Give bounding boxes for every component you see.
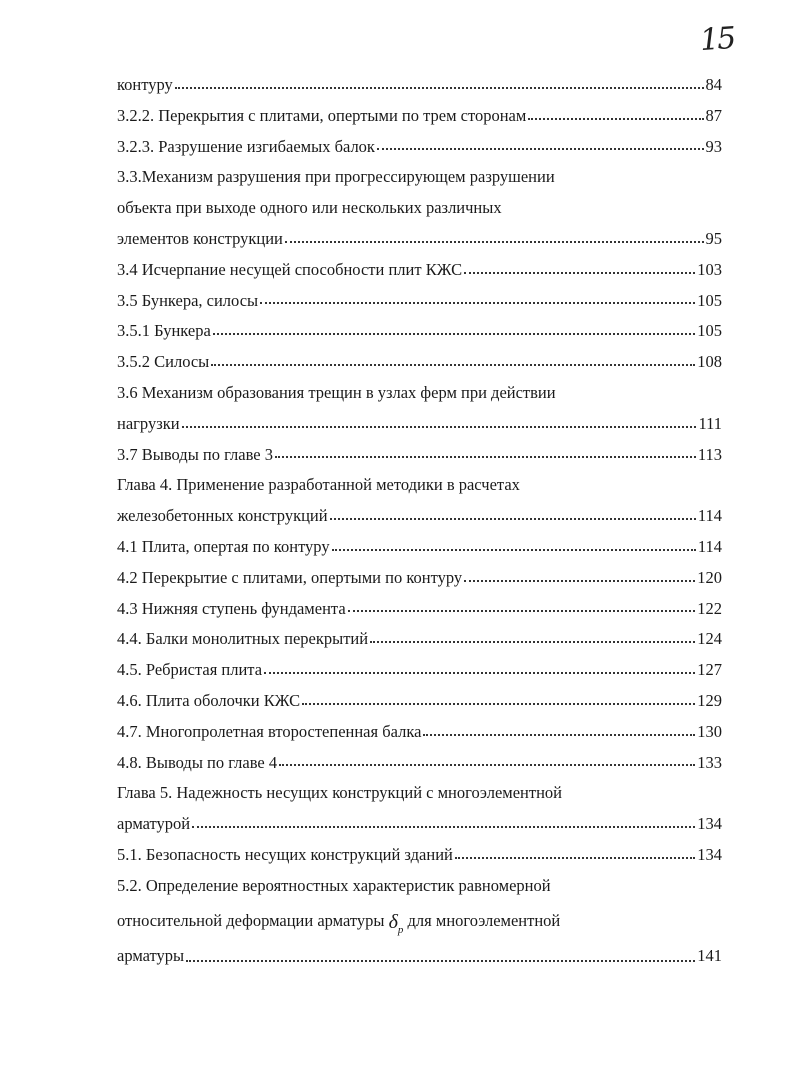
toc-entry: арматурой 134 xyxy=(117,814,722,834)
toc-entry: 3.5 Бункера, силосы 105 xyxy=(117,290,722,310)
toc-entry: 3.3.Механизм разрушения при прогрессирующем разрушении xyxy=(117,167,555,187)
handwritten-page-number: 15 xyxy=(698,20,736,59)
toc-entry: 4.4. Балки монолитных перекрытий 124 xyxy=(117,629,722,649)
toc-entry: нагрузки 111 xyxy=(117,413,722,433)
toc-entry: контуру 84 xyxy=(117,75,722,94)
toc-entry: 4.8. Выводы по главе 4 133 xyxy=(117,752,722,772)
toc-entry: 3.2.3. Разрушение изгибаемых балок 93 xyxy=(117,136,722,156)
toc-entry: 5.1. Безопасность несущих конструкций зданий 134 xyxy=(117,844,722,864)
toc-entry: 4.7. Многопролетная второстепенная балка 130 xyxy=(117,721,722,741)
toc-entry: 3.5.2 Силосы 108 xyxy=(117,352,722,372)
delta-symbol: $\delta_p$ xyxy=(388,910,404,936)
toc-entry: 5.2. Определение вероятностных характеристик равномерной xyxy=(117,875,551,895)
toc-entry: 4.1 Плита, опертая по контуру 114 xyxy=(117,536,722,556)
toc-entry: Глава 4. Применение разработанной методики в расчетах xyxy=(117,475,520,495)
toc-entry: 4.6. Плита оболочки КЖС 129 xyxy=(117,690,722,710)
toc-entry: 4.5. Ребристая плита 127 xyxy=(117,660,722,680)
toc-entry: арматуры 141 xyxy=(117,945,722,965)
toc-entry: 4.2 Перекрытие с плитами, опертыми по контуру 120 xyxy=(117,567,722,587)
toc-entry: 4.3 Нижняя ступень фундамента 122 xyxy=(117,598,722,618)
toc-entry: 3.2.2. Перекрытия с плитами, опертыми по трем сторонам 87 xyxy=(117,105,722,125)
toc-entry: железобетонных конструкций 114 xyxy=(117,506,722,526)
toc-entry: относительной деформации арматуры $\delta_p$ для многоэлементной xyxy=(117,910,561,936)
toc-entry: объекта при выходе одного или нескольких различных xyxy=(117,198,502,218)
toc-entry: Глава 5. Надежность несущих конструкций с многоэлементной xyxy=(117,783,562,803)
toc-entry: 3.6 Механизм образования трещин в узлах ферм при действии xyxy=(117,382,556,402)
toc-entry: 3.4 Исчерпание несущей способности плит КЖС 103 xyxy=(117,259,722,279)
toc-entry: 3.5.1 Бункера 105 xyxy=(117,321,722,341)
toc-entry: 3.7 Выводы по главе 3 113 xyxy=(117,444,722,464)
toc-entry: элементов конструкции 95 xyxy=(117,228,722,248)
table-of-contents xyxy=(117,70,722,974)
